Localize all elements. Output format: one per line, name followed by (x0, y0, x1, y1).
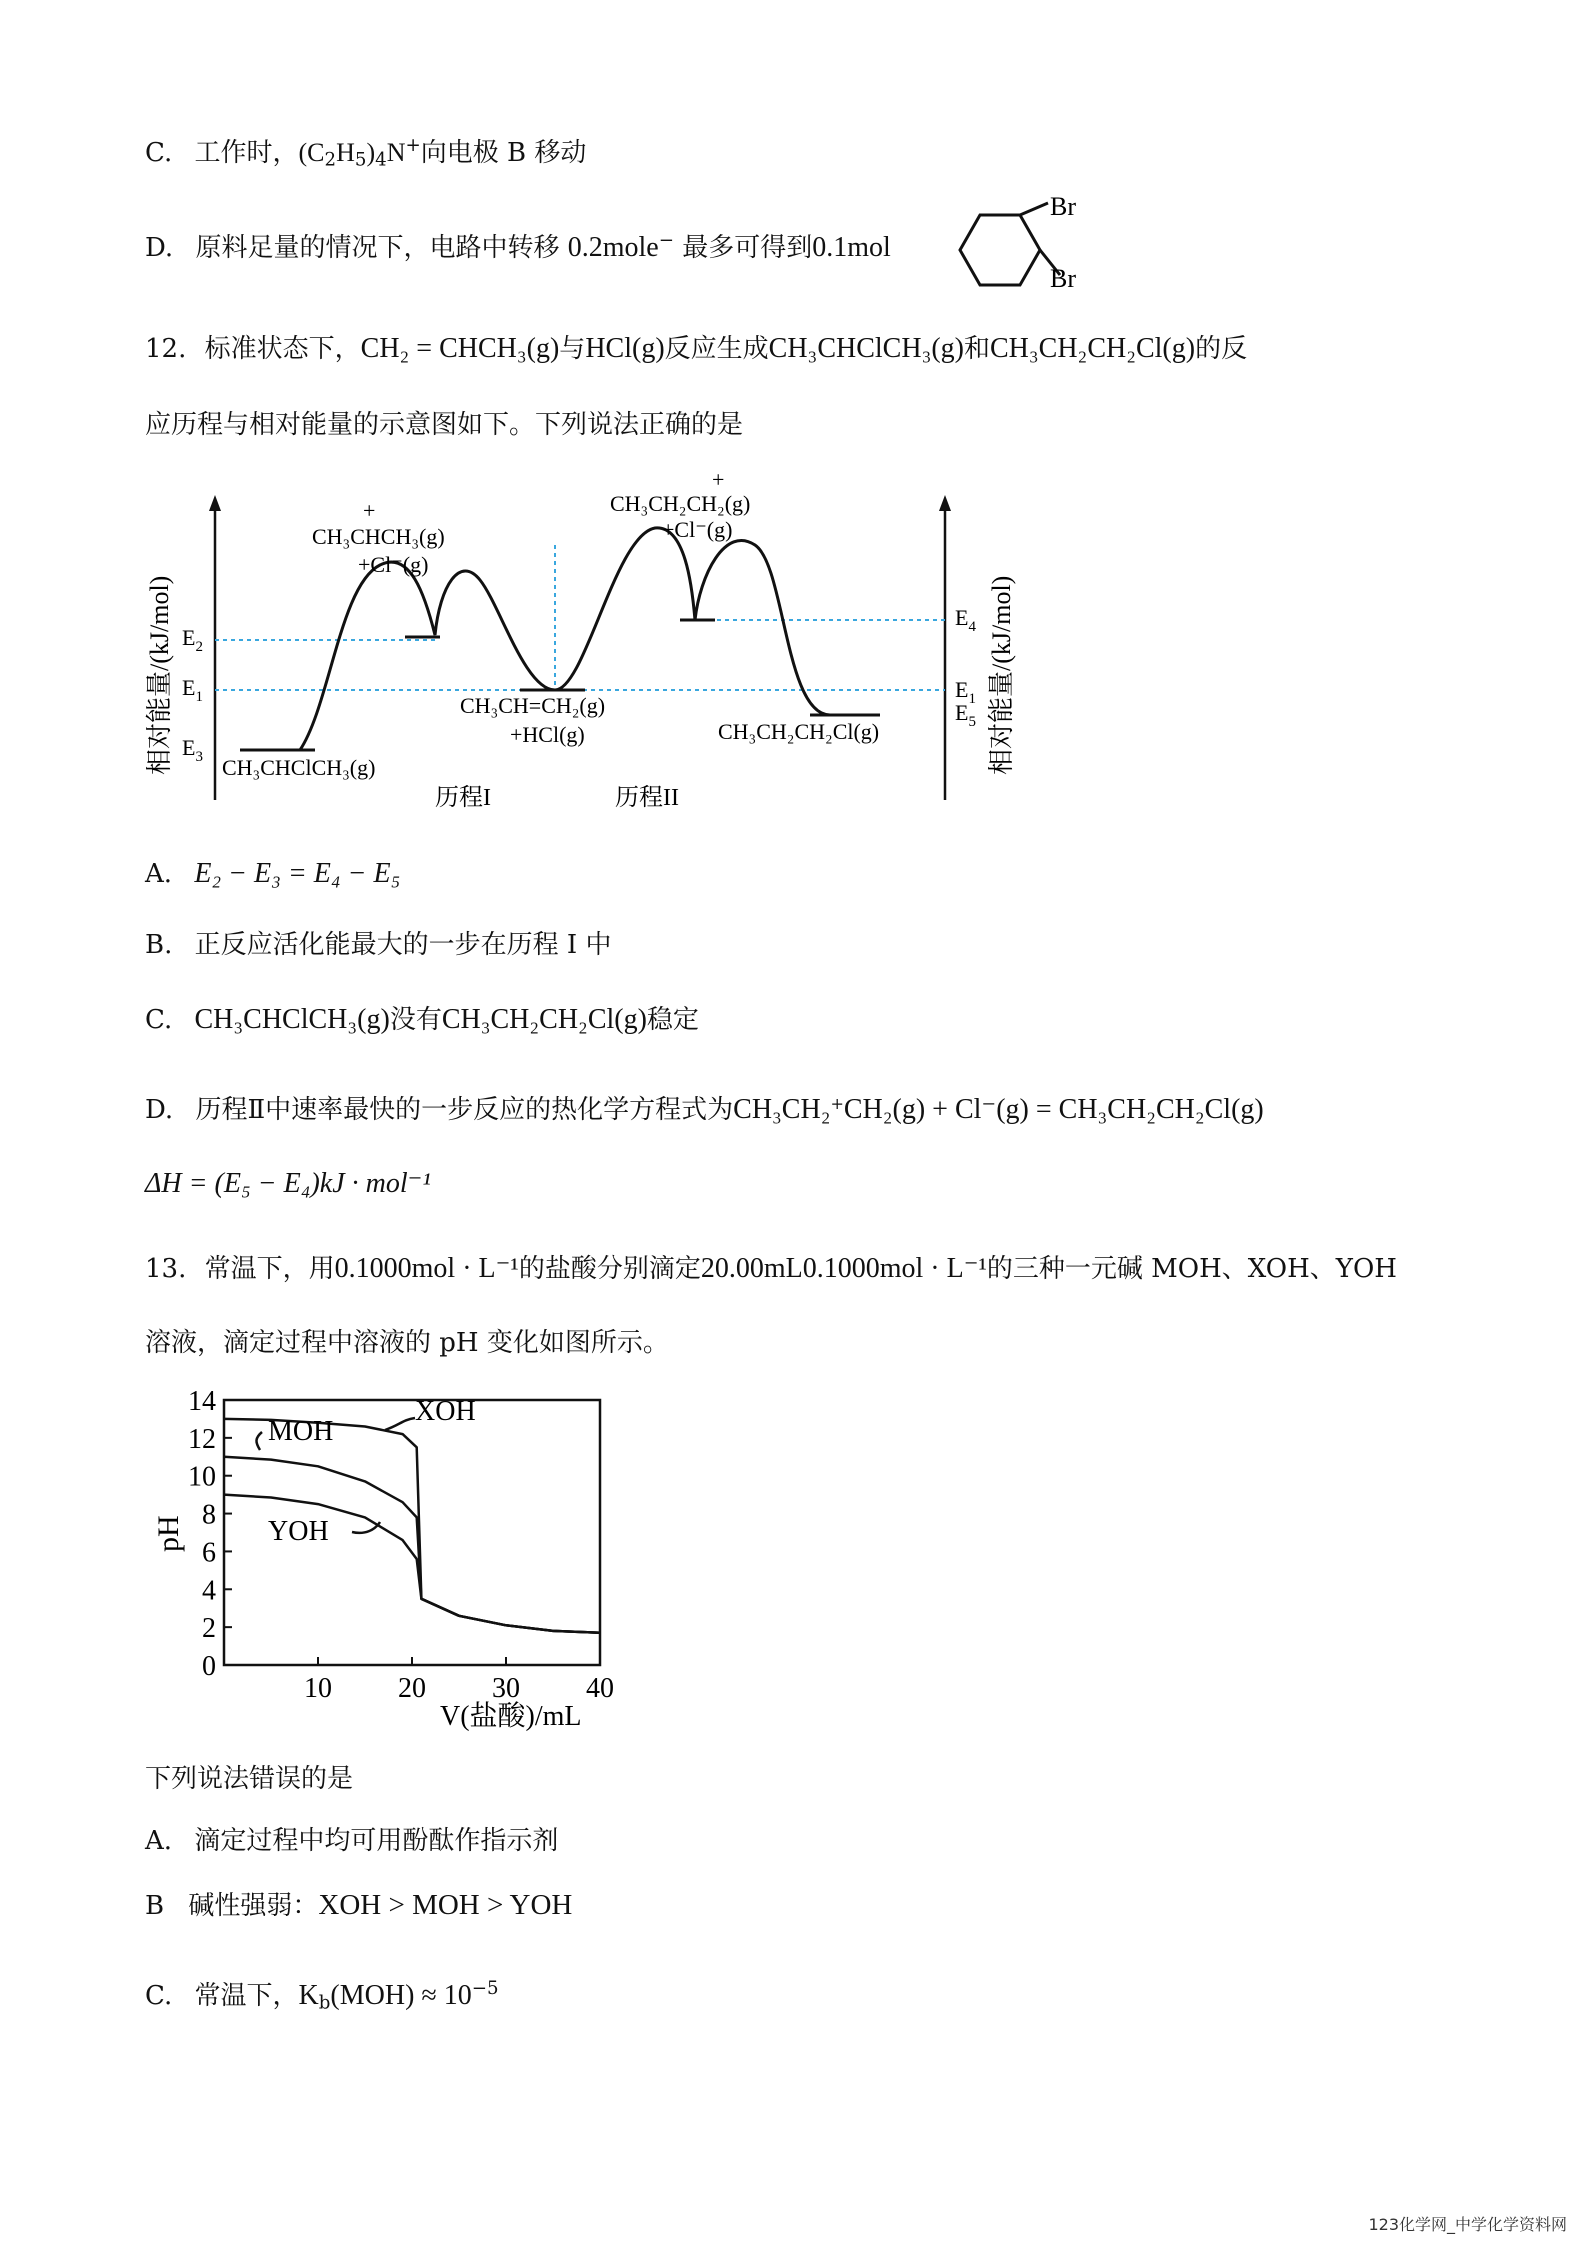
option-text: 常温下， (194, 1981, 299, 2011)
e3-label: E (182, 735, 196, 760)
stem-text: 的盐酸分别滴定 (518, 1254, 701, 1284)
option-label: D. (145, 233, 174, 263)
carbocation-plus: + (363, 498, 376, 523)
x-tick-label: 10 (304, 1673, 332, 1704)
subscript: 1 (195, 689, 203, 705)
formula: K (298, 1980, 319, 2011)
inter2-label: CH₃CH₂CH₂(g) (610, 491, 751, 516)
subscript: 5 (968, 714, 976, 730)
formula-part: ) (366, 138, 376, 167)
x-tick-label: 20 (398, 1673, 426, 1704)
option-text: 滴定过程中均可用酚酞作指示剂 (194, 1826, 559, 1856)
q12-option-b (145, 930, 611, 961)
x-axis-label: V(盐酸)/mL (440, 1701, 582, 1732)
q12-stem-line1 (145, 332, 1247, 366)
reactant-label-b: +HCl(g) (510, 722, 585, 747)
option-label: A. (145, 1826, 173, 1856)
formula: XOH > MOH > YOH (318, 1889, 573, 1921)
product2-label: CH₃CH₂CH₂Cl(g) (718, 719, 880, 744)
option-c-prev (145, 135, 586, 171)
equation: E₂ − E₃ = E₄ − E₅ (194, 858, 401, 889)
x-tick-label: 30 (492, 1673, 520, 1704)
inter1-label: CH₃CHCH₃(g) (312, 524, 445, 549)
formula: CH₂(g) + Cl⁻(g) = CH₃CH₂CH₂Cl(g) (843, 1094, 1264, 1125)
reactant-label: CH₃CH=CH₂(g) (460, 693, 606, 718)
inter2-label-b: +Cl⁻(g) (662, 517, 733, 542)
superscript: + (405, 135, 421, 156)
formula: 0.1000mol · L⁻¹ (334, 1253, 519, 1284)
bond (1020, 203, 1048, 215)
q13-option-b (145, 1888, 572, 1923)
option-text: 正反应活化能最大的一步在历程 I 中 (194, 930, 612, 960)
option-text: 向电极 B 移动 (420, 138, 587, 168)
y-tick-label: 8 (202, 1499, 216, 1531)
option-text: 原料足量的情况下，电路中转移 (195, 233, 560, 263)
q13-option-c (145, 1978, 499, 2014)
option-label: A. (145, 859, 173, 889)
superscript: − (658, 230, 674, 251)
subscript: 4 (375, 149, 387, 171)
formula-part: N (386, 138, 406, 167)
svg-text:E2 (182, 625, 203, 655)
right-axis-arrow (939, 495, 951, 511)
stem-text: 的反 (1195, 334, 1248, 364)
formula-part: (C (298, 138, 325, 167)
q13-stem-line1 (145, 1252, 1397, 1286)
question-number: 13. (145, 1254, 187, 1284)
ylabel-right: 相对能量/(kJ/mol) (987, 575, 1016, 775)
option-text: 工作时， (194, 138, 299, 168)
stem-text: 反应生成 (664, 334, 769, 364)
svg-text:E4 (955, 605, 976, 635)
inter1-label-b: +Cl⁻(g) (358, 552, 429, 577)
subscript: 2 (324, 149, 337, 171)
e1-label: E (182, 675, 196, 700)
formula-part: 0.1mol (812, 232, 891, 263)
pathway1-label: 历程I (435, 785, 491, 811)
q12-stem-line2: 应历程与相对能量的示意图如下。下列说法正确的是 (145, 410, 744, 440)
superscript: −5 (471, 1978, 499, 1999)
svg-text:E3 (182, 735, 203, 765)
subscript: 5 (354, 149, 367, 171)
stem-text: 与 (559, 334, 586, 364)
formula: CH₃CHClCH₃(g) (194, 1004, 390, 1035)
formula: CH₃CH₂CH₂Cl(g) (990, 333, 1196, 364)
formula: HCl(g) (585, 333, 665, 364)
formula: CH₃CH₂ (733, 1094, 831, 1125)
e2-label: E (182, 625, 196, 650)
formula: (MOH) ≈ 10 (330, 1980, 472, 2011)
formula: CH₃CHClCH₃(g) (768, 333, 964, 364)
carbocation-plus: + (712, 467, 725, 492)
pathway2-label: 历程II (615, 785, 679, 811)
dibromocyclohexane-structure (950, 195, 1090, 305)
subscript: 1 (968, 691, 976, 707)
option-text: 碱性强弱： (188, 1891, 319, 1921)
e1-right-label: E (955, 677, 969, 702)
q13-stem-line2: 溶液，滴定过程中溶液的 pH 变化如图所示。 (145, 1328, 669, 1358)
y-ticks (188, 1386, 232, 1682)
y-tick-label: 2 (202, 1613, 216, 1645)
subscript: 2 (195, 639, 203, 655)
q12-option-d (145, 1093, 1264, 1127)
y-axis-label: pH (152, 1515, 185, 1552)
option-text: 没有 (389, 1005, 442, 1035)
y-tick-label: 4 (202, 1575, 216, 1607)
series-label-xoh: XOH (415, 1396, 476, 1427)
e4-label: E (955, 605, 969, 630)
series-label-moh: MOH (268, 1416, 334, 1447)
superscript: + (830, 1094, 844, 1114)
option-label: C. (145, 1981, 173, 2011)
left-axis-arrow (209, 495, 221, 511)
footer-watermark: 123化学网_中学化学资料网 (1368, 2215, 1567, 2234)
formula: CH₂ = CHCH₃(g) (360, 333, 560, 364)
stem-text: 常温下，用 (204, 1254, 335, 1284)
series-label-yoh: YOH (268, 1516, 329, 1547)
question-number: 12. (145, 334, 187, 364)
q13-question: 下列说法错误的是 (145, 1764, 354, 1794)
q12-option-d-dh: ΔH = (E₅ − E₄)kJ · mol⁻¹ (145, 1168, 431, 1199)
y-tick-label: 12 (188, 1423, 216, 1455)
option-label: B (145, 1891, 165, 1921)
y-tick-label: 14 (188, 1386, 216, 1417)
product1-label: CH₃CHClCH₃(g) (222, 755, 376, 780)
y-tick-label: 10 (188, 1461, 216, 1493)
option-text: 历程Ⅱ中速率最快的一步反应的热化学方程式为 (195, 1095, 734, 1125)
formula: CH₃CH₂CH₂Cl(g) (441, 1004, 647, 1035)
option-label: C. (145, 138, 173, 168)
br-label: Br (1050, 195, 1076, 221)
subscript: 3 (195, 749, 203, 765)
x-tick-label: 40 (586, 1673, 614, 1704)
moh-leader (256, 1432, 262, 1450)
option-text: 最多可得到 (682, 233, 813, 263)
stem-text: 标准状态下， (204, 334, 361, 364)
y-tick-label: 0 (202, 1651, 216, 1682)
subscript: 4 (968, 619, 976, 635)
cyclohexane-ring (960, 215, 1040, 285)
e5-label: E (955, 700, 969, 725)
q13-option-a (145, 1826, 558, 1857)
energy-profile-diagram (140, 465, 1040, 825)
option-text: 稳定 (646, 1005, 699, 1035)
stem-text: 的三种一元碱 MOH、XOH、YOH (986, 1254, 1397, 1284)
stem-text: 和 (963, 334, 990, 364)
option-d-prev (145, 230, 891, 265)
q12-option-a (145, 857, 400, 891)
y-tick-label: 6 (202, 1537, 216, 1569)
formula-part: H (336, 138, 355, 167)
subscript: b (318, 1992, 331, 2014)
formula-part: 0.2mole (567, 232, 659, 263)
svg-text:E1 (182, 675, 203, 705)
ylabel-left: 相对能量/(kJ/mol) (145, 575, 174, 775)
q12-option-c (145, 1003, 699, 1037)
option-label: D. (145, 1095, 174, 1125)
formula: 20.00mL0.1000mol · L⁻¹ (700, 1253, 987, 1284)
option-label: C. (145, 1005, 173, 1035)
option-label: B. (145, 930, 173, 960)
xoh-leader (385, 1418, 415, 1430)
br-label: Br (1050, 264, 1076, 293)
titration-chart (140, 1380, 640, 1740)
